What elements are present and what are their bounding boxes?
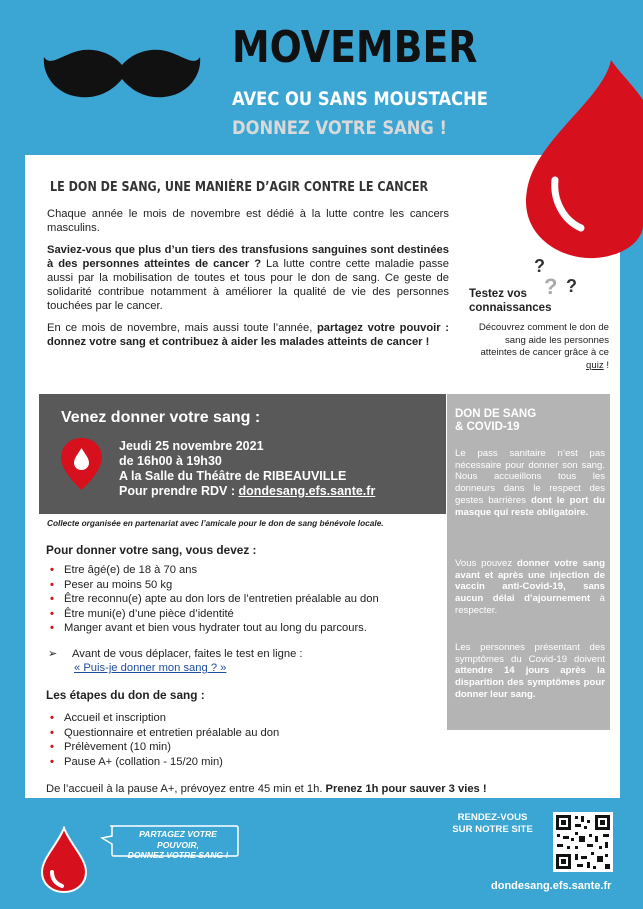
website-link[interactable]: dondesang.efs.sante.fr: [491, 880, 612, 892]
section-title: LE DON DE SANG, UNE MANIÈRE D’AGIR CONTRE LE CANCER: [50, 180, 429, 195]
covid-paragraph-3-start: Les personnes présentant des symptômes du Covid-19 doivent: [455, 642, 605, 665]
poster-tagline: DONNEZ VOTRE SANG !: [232, 117, 447, 139]
intro-question: Saviez-vous que plus d’un tiers des transfusions sanguines sont destinées à des personnes atteintes de cancer ?: [47, 244, 449, 270]
covid-title-line-2: & COVID-19: [455, 421, 520, 433]
event-time: de 16h00 à 19h30: [119, 454, 222, 468]
steps-list: [50, 711, 279, 769]
event-place: A la Salle du Théâtre de RIBEAUVILLE: [119, 469, 347, 483]
covid-paragraph-1-start: Le pass sanitaire n’est pas nécessaire pour donner son sang. Nous accueillons tous les donneurs dans le respect des gestes barrières: [455, 448, 605, 506]
covid-info-box: [447, 394, 610, 730]
event-date: Jeudi 25 novembre 2021: [119, 439, 264, 453]
list-item: • Etre âgé(e) de 18 à 70 ans: [50, 563, 379, 578]
quiz-text: Découvrez comment le don de sang aide les personnes atteintes de cancer grâce à ce: [478, 322, 609, 358]
covid-paragraph-1-bold: dont le port du masque qui reste obligatoire.: [455, 494, 605, 518]
slogan-line-2: DONNEZ VOTRE SANG !: [127, 850, 229, 860]
duration-slogan: Prenez 1h pour sauver 3 vies !: [325, 783, 487, 795]
quiz-text-end: !: [603, 359, 609, 371]
rdv-line-2: SUR NOTRE SITE: [452, 824, 533, 835]
conditions-list: [50, 563, 379, 636]
event-box: [39, 394, 446, 514]
list-item: • Pause A+ (collation - 15/20 min): [50, 755, 279, 770]
covid-paragraph-2: [455, 558, 605, 617]
event-title: Venez donner votre sang :: [61, 409, 261, 426]
list-item: • Accueil et inscription: [50, 711, 279, 726]
intro-paragraph-1: Chaque année le mois de novembre est dédié à la lutte contre les cancers masculins.: [47, 208, 449, 234]
intro-paragraph-2: [47, 243, 449, 313]
covid-paragraph-3: [455, 642, 605, 701]
blood-drop-icon: [515, 60, 643, 260]
question-mark-icon: ?: [566, 276, 577, 296]
poster-title: MOVEMBER: [232, 22, 478, 73]
quiz-description: [469, 322, 609, 372]
duration-note: [46, 783, 487, 795]
event-rdv-label: Pour prendre RDV :: [119, 484, 239, 498]
duration-text: De l’accueil à la pause A+, prévoyez entre 45 min et 1h.: [46, 783, 326, 795]
location-pin-icon: [59, 436, 104, 492]
covid-title: [455, 408, 536, 434]
qr-code-icon[interactable]: [553, 812, 613, 872]
event-rdv-link[interactable]: dondesang.efs.sante.fr: [238, 484, 376, 498]
rdv-label: [440, 812, 545, 836]
slogan: [118, 829, 238, 861]
list-item: • Être muni(e) d’une pièce d’identité: [50, 607, 379, 622]
covid-paragraph-1: [455, 448, 605, 518]
question-mark-icon: ?: [534, 256, 545, 276]
quiz-title: [469, 287, 551, 315]
collecte-note: Collecte organisée en partenariat avec l’amicale pour le don de sang bénévole locale.: [47, 518, 384, 528]
quiz-title-line-2: connaissances: [469, 302, 552, 314]
efs-logo-drop-icon: [40, 826, 88, 894]
list-item: • Peser au moins 50 kg: [50, 578, 379, 593]
intro-paragraph-3: [47, 321, 449, 349]
intro-paragraph-2-rest: La lutte contre cette maladie passe aussi par la mobilisation de toutes et tous pour le don de sang. Ce geste de solidarité contribue notamment à améliorer la qualité de vie des personnes touchées par le cancer.: [47, 258, 450, 312]
question-mark-icon: ?: [544, 274, 558, 299]
list-item: • Être reconnu(e) apte au don lors de l’entretien préalable au don: [50, 592, 379, 607]
intro-paragraph-3-start: En ce mois de novembre, mais aussi toute l’année,: [47, 322, 317, 334]
event-details: [119, 439, 375, 499]
quiz-title-line-1: Testez vos: [469, 288, 527, 300]
steps-title: Les étapes du don de sang :: [46, 688, 205, 702]
list-item: • Questionnaire et entretien préalable au don: [50, 726, 279, 741]
rdv-line-1: RENDEZ-VOUS: [457, 812, 528, 823]
slogan-line-1: PARTAGEZ VOTRE POUVOIR,: [139, 829, 217, 850]
poster-subtitle: AVEC OU SANS MOUSTACHE: [232, 88, 488, 110]
covid-paragraph-2-end: à respecter.: [455, 593, 605, 616]
covid-paragraph-2-bold: donner votre sang avant et après une injection de vaccin anti-Covid-19, sans aucun délai d’ajournement: [455, 558, 605, 605]
online-test-link[interactable]: « Puis-je donner mon sang ? »: [74, 662, 227, 674]
mustache-icon: [42, 45, 202, 105]
event-rdv: [119, 484, 375, 499]
online-test-text: Avant de vous déplacer, faites le test en ligne :: [72, 648, 303, 660]
quiz-link[interactable]: quiz: [586, 359, 604, 371]
covid-paragraph-2-start: Vous pouvez: [455, 558, 517, 569]
list-item: • Manger avant et bien vous hydrater tout au long du parcours.: [50, 621, 379, 636]
covid-paragraph-3-bold: attendre 14 jours après la disparition des symptômes pour donner leur sang.: [455, 665, 605, 700]
conditions-title: Pour donner votre sang, vous devez :: [46, 543, 257, 557]
covid-title-line-1: DON DE SANG: [455, 408, 537, 420]
list-item: • Prélèvement (10 min): [50, 740, 279, 755]
intro-call-to-action: partagez votre pouvoir : donnez votre sang et contribuez à aider les malades atteints de cancer !: [47, 322, 449, 348]
intro-text: [47, 207, 449, 357]
arrow-icon: ➢: [48, 648, 58, 660]
